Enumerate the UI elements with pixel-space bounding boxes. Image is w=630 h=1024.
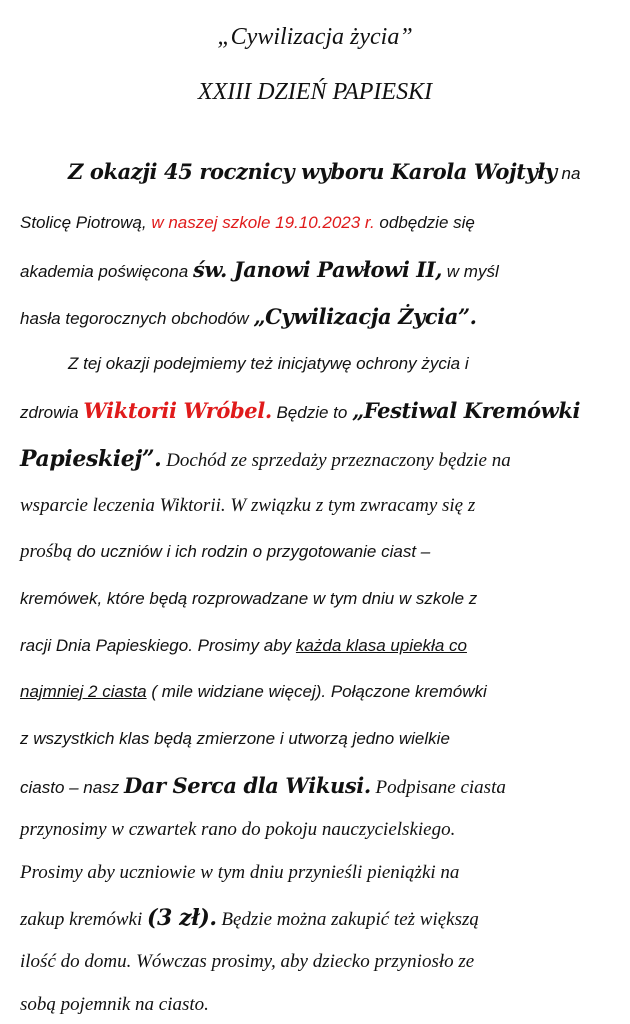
festival-name: „Festiwal Kremówki — [352, 398, 581, 423]
quote-title: „Cywilizacja życia” — [217, 24, 413, 50]
paragraph-line-7: Papieskiej”. Dochód ze sprzedaży przeznaczony będzie na — [20, 446, 511, 472]
paragraph-line-11: racji Dnia Papieskiego. Prosimy aby każda klasa upiekła co — [20, 636, 467, 655]
paragraph-line-17: zakup kremówki (3 zł). Będzie można zakupić też większą — [20, 905, 479, 931]
dedication-name: św. Janowi Pawłowi II, — [192, 257, 443, 282]
paragraph-line-12: najmniej 2 ciasta ( mile widziane więcej). Połączone kremówki — [20, 682, 487, 701]
paragraph-line-8: wsparcie leczenia Wiktorii. W związku z tym zwracamy się z — [20, 495, 476, 516]
paragraph-line-13: z wszystkich klas będą zmierzone i utworzą jedno wielkie — [20, 729, 450, 748]
paragraph-line-1: Z okazji 45 rocznicy wyboru Karola Wojtyły na — [68, 159, 581, 184]
paragraph-line-16: Prosimy aby uczniowie w tym dniu przynieśli pieniążki na — [20, 862, 460, 883]
paragraph-line-6: zdrowia Wiktorii Wróbel. Będzie to „Festiwal Kremówki — [20, 398, 581, 423]
paragraph-line-10: kremówek, które będą rozprowadzane w tym dniu w szkole z — [20, 589, 478, 608]
paragraph-line-2: Stolicę Piotrową, w naszej szkole 19.10.2023 r. odbędzie się — [20, 213, 475, 232]
paragraph-line-4: hasła tegorocznych obchodów „Cywilizacja Życia”. — [20, 304, 477, 329]
paragraph-line-14: ciasto – nasz Dar Serca dla Wikusi. Podpisane ciasta — [20, 773, 506, 798]
paragraph-line-18: ilość do domu. Wówczas prosimy, aby dziecko przyniosło ze — [20, 951, 475, 972]
gift-name: Dar Serca dla Wikusi. — [123, 773, 371, 798]
paragraph-line-3: akademia poświęcona św. Janowi Pawłowi II, w myśl — [20, 257, 499, 282]
requirement-text-cont: najmniej 2 ciasta — [20, 682, 147, 701]
paragraph-line-15: przynosimy w czwartek rano do pokoju nauczycielskiego. — [20, 819, 456, 840]
paragraph-line-9: prośbą do uczniów i ich rodzin o przygotowanie ciast – — [20, 541, 431, 562]
event-title: XXIII DZIEŃ PAPIESKI — [197, 79, 433, 105]
requirement-text: każda klasa upiekła co — [295, 636, 467, 655]
beneficiary-name: Wiktorii Wróbel. — [83, 398, 272, 423]
intro-text: Z okazji 45 rocznicy wyboru Karola Wojtyły — [68, 159, 557, 184]
paragraph-line-19: sobą pojemnik na ciasto. — [20, 994, 209, 1015]
paragraph-line-5: Z tej okazji podejmiemy też inicjatywę ochrony życia i — [68, 354, 469, 373]
slogan: „Cywilizacja Życia”. — [253, 304, 477, 329]
price: (3 zł). — [147, 905, 217, 931]
event-date: w naszej szkole 19.10.2023 r. — [151, 213, 375, 232]
